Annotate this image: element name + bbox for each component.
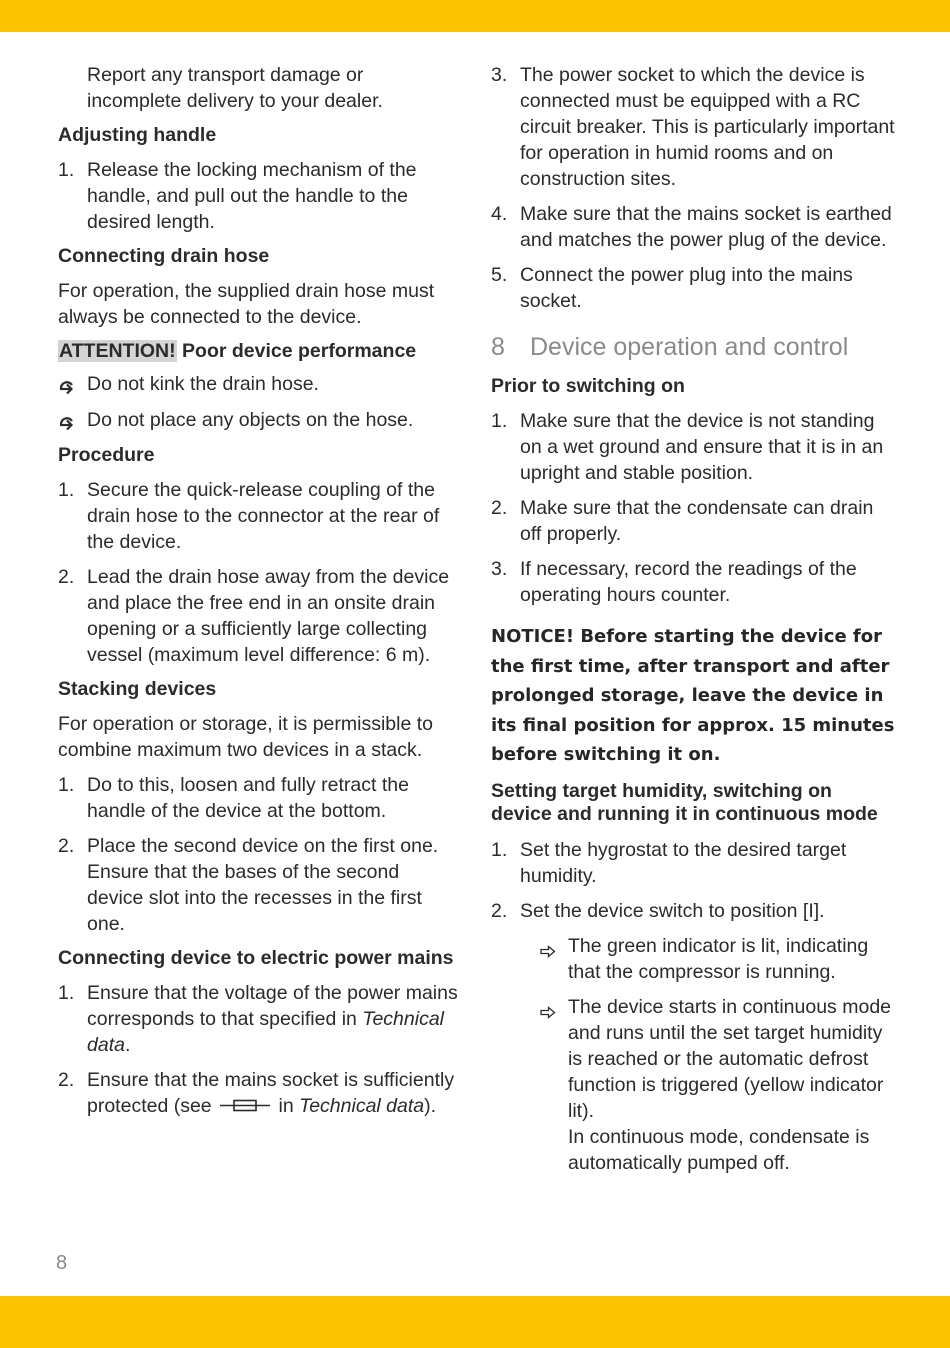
step-text-mid: in: [273, 1095, 300, 1117]
step-text: Ensure that the voltage of the power mains corresponds to that specified in: [87, 982, 458, 1030]
list-item: [58, 833, 458, 937]
step-text: Make sure that the device is not standing on a wet ground and ensure that it is in an upright and stable position.: [520, 410, 884, 484]
power-steps-right: [491, 62, 896, 314]
step-text-end: ).: [424, 1095, 437, 1117]
bottom-accent-bar: [0, 1296, 950, 1348]
step-text: Connect the power plug into the mains socket.: [520, 264, 853, 312]
step-number: 4.: [491, 203, 508, 225]
procedure-steps: [58, 477, 458, 668]
target-steps: [491, 837, 896, 924]
power-heading: Connecting device to electric power mains: [58, 947, 454, 969]
stacking-steps: [58, 772, 458, 937]
step-text: Make sure that the condensate can drain off properly.: [520, 497, 874, 545]
hollow-arrow-right-icon: [540, 939, 556, 965]
list-item: [58, 772, 458, 824]
power-steps-left: [58, 980, 458, 1120]
list-item: [491, 408, 896, 486]
list-item: [491, 201, 896, 253]
attention-label: ATTENTION!: [59, 340, 176, 362]
list-item: [491, 556, 896, 608]
list-item: [58, 371, 458, 397]
step-number: 2.: [58, 566, 75, 588]
step-number: 1.: [58, 479, 75, 501]
prior-steps: [491, 408, 896, 608]
step-text: If necessary, record the readings of the operating hours counter.: [520, 558, 857, 606]
step-text: Set the hygrostat to the desired target humidity.: [520, 838, 847, 887]
adjusting-handle-steps: [58, 157, 458, 235]
step-text: Set the device switch to position [I].: [520, 899, 825, 922]
section-title: [491, 332, 896, 362]
step-number: 2.: [58, 835, 75, 857]
step-text-end: .: [124, 1034, 131, 1056]
result-list: [491, 933, 896, 1176]
attention-text: Poor device performance: [176, 340, 417, 362]
intro-text: Report any transport damage or incomplete delivery to your dealer.: [87, 64, 383, 112]
list-item: [491, 495, 896, 547]
step-number: 2.: [58, 1069, 75, 1091]
list-item: [58, 477, 458, 555]
list-item: [491, 837, 896, 889]
step-text: Place the second device on the first one. Ensure that the bases of the second device slot into the recesses in the first one.: [87, 835, 439, 935]
drain-hose-heading: Connecting drain hose: [58, 245, 270, 267]
step-number: 1.: [58, 982, 75, 1004]
left-column: [58, 62, 458, 1129]
warning-text: Do not place any objects on the hose.: [87, 409, 414, 431]
step-number: 5.: [491, 264, 508, 286]
section-title-text: Device operation and control: [530, 333, 849, 361]
prior-heading: Prior to switching on: [491, 375, 685, 397]
list-item: [58, 564, 458, 668]
technical-data-reference: Technical data: [87, 1008, 444, 1056]
step-text: Release the locking mechanism of the handle, and pull out the handle to the desired length.: [87, 159, 417, 233]
list-item: [491, 62, 896, 192]
stacking-text: For operation or storage, it is permissible to combine maximum two devices in a stack.: [58, 713, 433, 761]
step-text: Do to this, loosen and fully retract the handle of the device at the bottom.: [87, 774, 409, 822]
step-text: Lead the drain hose away from the device and place the free end in an onsite drain opening or a sufficiently large collecting vessel (maximum level difference: 6 m).: [87, 566, 450, 666]
step-text: Ensure that the mains socket is sufficiently protected (see: [87, 1069, 455, 1117]
step-number: 1.: [58, 774, 75, 796]
notice-text: NOTICE! Before starting the device for the first time, after transport and after prolonged storage, leave the device in its final position for approx. 15 minutes before switching it on.: [491, 626, 895, 765]
result-text: The green indicator is lit, indicating that the compressor is running.: [568, 934, 869, 983]
technical-data-reference: Technical data: [299, 1095, 425, 1117]
warning-text: Do not kink the drain hose.: [87, 373, 319, 395]
step-number: 3.: [491, 558, 508, 580]
step-number: 2.: [491, 899, 508, 922]
step-text: Secure the quick-release coupling of the drain hose to the connector at the rear of the device.: [87, 479, 440, 553]
step-number: 1.: [491, 838, 508, 861]
procedure-heading: Procedure: [58, 444, 155, 466]
target-heading: Setting target humidity, switching on device and running it in continuous mode: [491, 779, 878, 825]
list-item: [58, 980, 458, 1058]
result-text: The device starts in continuous mode and runs until the set target humidity is reached or the automatic defrost function is triggered (yellow indicator lit).: [568, 995, 892, 1122]
attention-heading: [58, 339, 458, 363]
warning-list: [58, 371, 458, 433]
step-number: 1.: [58, 159, 75, 181]
list-item: [58, 407, 458, 433]
step-text: Make sure that the mains socket is earthed and matches the power plug of the device.: [520, 203, 892, 251]
step-number: 1.: [491, 410, 508, 432]
step-number: 3.: [491, 64, 508, 86]
section-number: 8: [491, 333, 505, 361]
page-number: 8: [56, 1252, 68, 1274]
right-column: [491, 62, 896, 1185]
adjusting-handle-heading: Adjusting handle: [58, 124, 217, 146]
list-item: [491, 262, 896, 314]
stacking-heading: Stacking devices: [58, 678, 217, 700]
hollow-arrow-right-icon: [540, 1000, 556, 1026]
result-extra-text: In continuous mode, condensate is automatically pumped off.: [568, 1125, 870, 1174]
drain-hose-text: For operation, the supplied drain hose must always be connected to the device.: [58, 280, 435, 328]
step-text: The power socket to which the device is connected must be equipped with a RC circuit breaker. This is particularly important for operation in humid rooms and on construction sites.: [520, 64, 895, 190]
fuse-icon: [220, 1094, 270, 1120]
list-item: [491, 933, 896, 985]
list-item: [58, 1067, 458, 1120]
list-item: [58, 157, 458, 235]
list-item: [491, 994, 896, 1176]
list-item: [491, 898, 896, 924]
top-accent-bar: [0, 0, 950, 32]
step-number: 2.: [491, 497, 508, 519]
arrow-right-circle-icon: [58, 376, 75, 402]
arrow-right-circle-icon: [58, 412, 75, 438]
